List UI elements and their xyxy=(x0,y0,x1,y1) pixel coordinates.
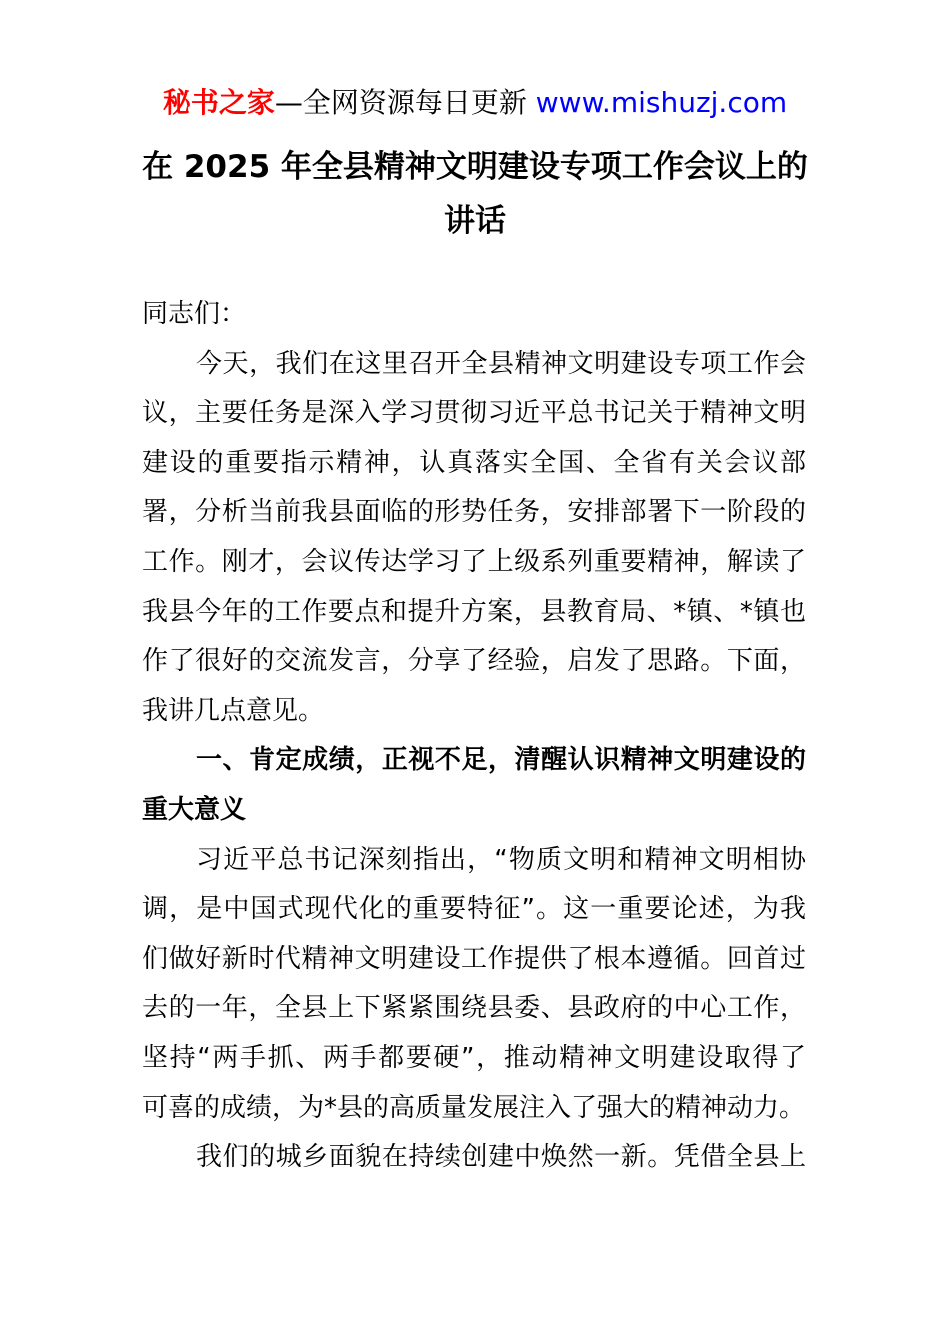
document-title-line-1: 在 2025 年全县精神文明建设专项工作会议上的 xyxy=(142,149,808,185)
text-line: 习近平总书记深刻指出，“物质文明和精神文明相协 xyxy=(196,844,806,875)
document-title-line-2: 讲话 xyxy=(444,203,506,239)
text-line: 们做好新时代精神文明建设工作提供了根本遵循。回首过 xyxy=(142,943,806,974)
text-line: 同志们： xyxy=(142,299,247,329)
text-line: 今天，我们在这里召开全县精神文明建设专项工作会 xyxy=(196,348,806,379)
text-line: 调，是中国式现代化的重要特征”。这一重要论述，为我 xyxy=(142,894,806,925)
text-line: 去的一年，全县上下紧紧围绕县委、县政府的中心工作， xyxy=(142,993,806,1024)
text-line: 建设的重要指示精神，认真落实全国、全省有关会议部 xyxy=(142,447,806,478)
text-line: 坚持“两手抓、两手都要硬”，推动精神文明建设取得了 xyxy=(142,1042,806,1073)
text-line: 工作。刚才，会议传达学习了上级系列重要精神，解读了 xyxy=(142,546,806,577)
document-body xyxy=(142,290,806,1183)
text-line: 署，分析当前我县面临的形势任务，安排部署下一阶段的 xyxy=(142,497,806,528)
text-line: 重大意义 xyxy=(142,794,247,825)
text-line: 我讲几点意见。 xyxy=(142,695,325,726)
site-tagline: —全网资源每日更新 xyxy=(274,86,536,119)
text-line: 我们的城乡面貌在持续创建中焕然一新。凭借全县上 xyxy=(196,1142,806,1173)
site-brand: 秘书之家 xyxy=(162,86,275,119)
text-line: 作了很好的交流发言，分享了经验，启发了思路。下面， xyxy=(142,646,806,677)
text-line: 一、肯定成绩，正视不足，清醒认识精神文明建设的 xyxy=(196,745,806,776)
body-paragraph xyxy=(142,340,806,737)
body-paragraph xyxy=(142,290,806,340)
body-paragraph xyxy=(142,1133,806,1183)
body-paragraph xyxy=(142,836,806,1134)
text-line: 议，主要任务是深入学习贯彻习近平总书记关于精神文明 xyxy=(142,398,806,429)
document-title xyxy=(0,140,950,248)
section-heading xyxy=(142,736,806,835)
site-header xyxy=(0,85,950,121)
text-line: 我县今年的工作要点和提升方案，县教育局、*镇、*镇也 xyxy=(142,596,806,627)
text-line: 可喜的成绩，为*县的高质量发展注入了强大的精神动力。 xyxy=(142,1092,806,1123)
site-url-link[interactable]: www.mishuzj.com xyxy=(535,86,788,119)
